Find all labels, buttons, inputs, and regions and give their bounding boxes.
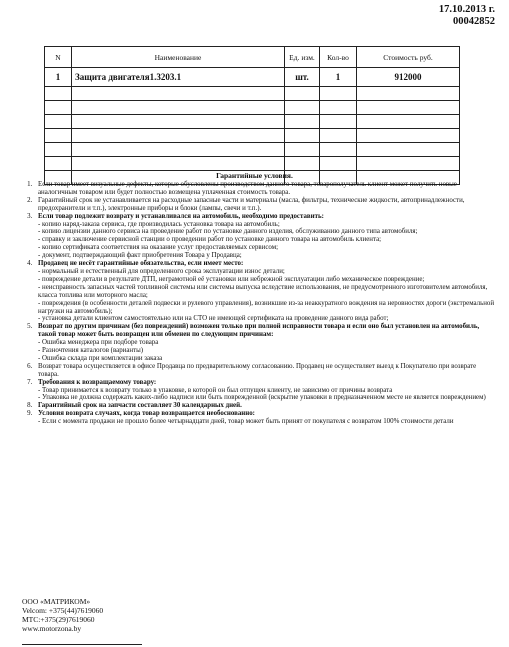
term-4-sub: - установка детали клиентом самостоятельно или на СТО не имеющей сертификата на проведение данного вида работ;: [38, 315, 389, 323]
term-7-sub: - Упаковка не должна содержать каких-либо надписи или быть поврежденной (вскрытие упаковки в предназначенном месте не является повреждением): [38, 394, 486, 402]
term-5-sub: - Ошибка склада при комплектации заказа: [38, 354, 163, 362]
row-num: 1: [45, 68, 72, 87]
website-link[interactable]: www.motorzona.by: [22, 624, 82, 633]
term-3: 3. Если товар подлежит возврату и устанавливался на автомобиль, необходимо предоставить: - копию наряд-заказа сервиса, где производилась установка товара на автомобиль; - копию лицензии данного сервиса на проведение работ по установке данного изделия, обслуживанию данного типа автомобиля; - справку и заключение сервисной станции о проведении работ по установке данного товара на автомобиль клиента; - копию сертификата соответствия на оказание услуг предоставляемых сервисом; - документ, подтверждающий факт приобретения Товара у Продавца;: [34, 213, 496, 260]
table-row-empty: [45, 115, 460, 129]
document-date: 17.10.2013 г.: [438, 4, 495, 15]
term-5-sub: - Ошибка менеджера при подборе товара: [38, 339, 159, 347]
term-3-sub: - копию сертификата соответствия на оказание услуг предоставляемых сервисом;: [38, 244, 278, 252]
signature-line: [22, 644, 142, 645]
phone-velcom: Velcom: +375(44)7619060: [22, 606, 104, 615]
term-3-sub: - справку и заключение сервисной станции о проведении работ по установке данного товара на автомобиль клиента;: [38, 236, 382, 244]
term-4: 4. Продавец не несёт гарантийные обязательства, если имеет место: - нормальный и естественный для определенного срока эксплуатации износ детали; - повреждение детали в результате ДТП, неграмотной её установки или небрежной эксплуатации либо механическое повреждение; - неисправность запасных частей топливной системы или системы выпуска вследствие использования, не предусмотренного изготовителем автомобиля, класса топлива или моторного масла; - повреждения (в особенности деталей подвески и рулевого управления), возникшие из-за неаккуратного вождения на неровностях дороги (экстремальной нагрузки на автомобиль); - установка детали клиентом самостоятельно или на СТО не имеющей сертификата на проведение данного вида работ;: [34, 260, 496, 323]
term-4-sub: - неисправность запасных частей топливной системы или системы выпуска вследствие использования, не предусмотренного изготовителем автомобиля, класса топлива или моторного масла;: [38, 283, 488, 299]
col-name-header: Наименование: [72, 47, 285, 68]
document-header: [439, 4, 495, 28]
company-name: ООО «МАТРИКОМ»: [22, 597, 91, 606]
table-row-empty: [45, 143, 460, 157]
row-unit: шт.: [285, 68, 320, 87]
term-5: 5. Возврат по другим причинам (без повреждений) возможен только при полной исправности товара и если оно был установлен на автомобиль, такой товар может быть возвращен или обменен по следующим причинам: - Ошибка менеджера при подборе товара - Разночтения каталогов (варианты) - Ошибка склада при комплектации заказа: [34, 323, 496, 363]
col-qty-header: Кол-во: [320, 47, 357, 68]
document-number: 00042852: [453, 16, 495, 27]
term-7-sub: - Товар принимается к возврату только в упаковке, в которой он был отпущен клиенту, не зависимо от причины возврата: [38, 386, 393, 394]
table-row-empty: [45, 101, 460, 115]
col-cost-header: Стоимость руб.: [357, 47, 460, 68]
term-7: 7. Требования к возвращаемому товару: - Товар принимается к возврату только в упаковке, в которой он был отпущен клиенту, не зависимо от причины возврата - Упаковка не должна содержать каких-либо надписи или быть поврежденной (вскрытие упаковки в предназначенном месте не является повреждением): [34, 379, 496, 403]
term-5-sub: - Разночтения каталогов (варианты): [38, 347, 144, 355]
term-1: 1. Если товар имеет визуальные дефекты, которые обусловлены производством данного товара, товарополучатель клиент может получить новые аналогичным товаром или будет полностью возмещена уплаченная стоимость товара.: [34, 181, 496, 197]
table-row: [45, 68, 460, 87]
phone-mts: МТС:+375(29)7619060: [22, 615, 95, 624]
warranty-title: Гарантийные условия.: [216, 171, 293, 180]
row-cost: 912000: [357, 68, 460, 87]
term-9: 9. Условия возврата случаях, когда товар возвращается необоснованно: - Если с момента продажи не прошло более четырнадцати дней, товар может быть принят от покупателя с возвратом 100% стоимости детали: [34, 410, 496, 426]
term-4-sub: - повреждение детали в результате ДТП, неграмотной её установки или небрежной эксплуатации либо механическое повреждение;: [38, 275, 425, 283]
table-row-empty: [45, 87, 460, 101]
row-name: Защита двигателя1.3203.1: [72, 68, 285, 87]
items-table: [44, 46, 460, 185]
term-2: 2. Гарантийный срок не устанавливается на расходные запасные части и материалы (масла, фильтры, технические жидкости, автопринадлежности, предохранители и т.п.), электронные приборы и блоки (лампы, свечи и т.п.).: [34, 197, 496, 213]
col-unit-header: Ед. изм.: [285, 47, 320, 68]
table-row-empty: [45, 157, 460, 171]
term-9-sub: - Если с момента продажи не прошло более четырнадцати дней, товар может быть принят от покупателя с возвратом 100% стоимости детали: [38, 418, 454, 426]
term-4-sub: - нормальный и естественный для определенного срока эксплуатации износ детали;: [38, 267, 285, 275]
row-qty: 1: [320, 68, 357, 87]
term-3-sub: - копию лицензии данного сервиса на проведение работ по установке данного изделия, обслуживанию данного типа автомобиля;: [38, 228, 418, 236]
term-4-sub: - повреждения (в особенности деталей подвески и рулевого управления), возникшие из-за неаккуратного вождения на неровностях дороги (экстремальной нагрузки на автомобиль);: [38, 299, 495, 315]
term-3-sub: - документ, подтверждающий факт приобретения Товара у Продавца;: [38, 252, 242, 260]
col-num-header: N: [45, 47, 72, 68]
term-8: 8. Гарантийный срок на запчасти составляет 30 календарных дней.: [34, 402, 496, 410]
company-footer: [22, 597, 103, 633]
term-3-sub: - копию наряд-заказа сервиса, где производилась установка товара на автомобиль;: [38, 220, 280, 228]
table-row-empty: [45, 129, 460, 143]
term-6: 6. Возврат товара осуществляется в офисе Продавца по предварительному согласованию. Продавец не осуществляет выезд к Покупателю при возврате товара.: [34, 363, 496, 379]
terms-list: [20, 181, 496, 426]
table-header-row: [45, 47, 460, 68]
